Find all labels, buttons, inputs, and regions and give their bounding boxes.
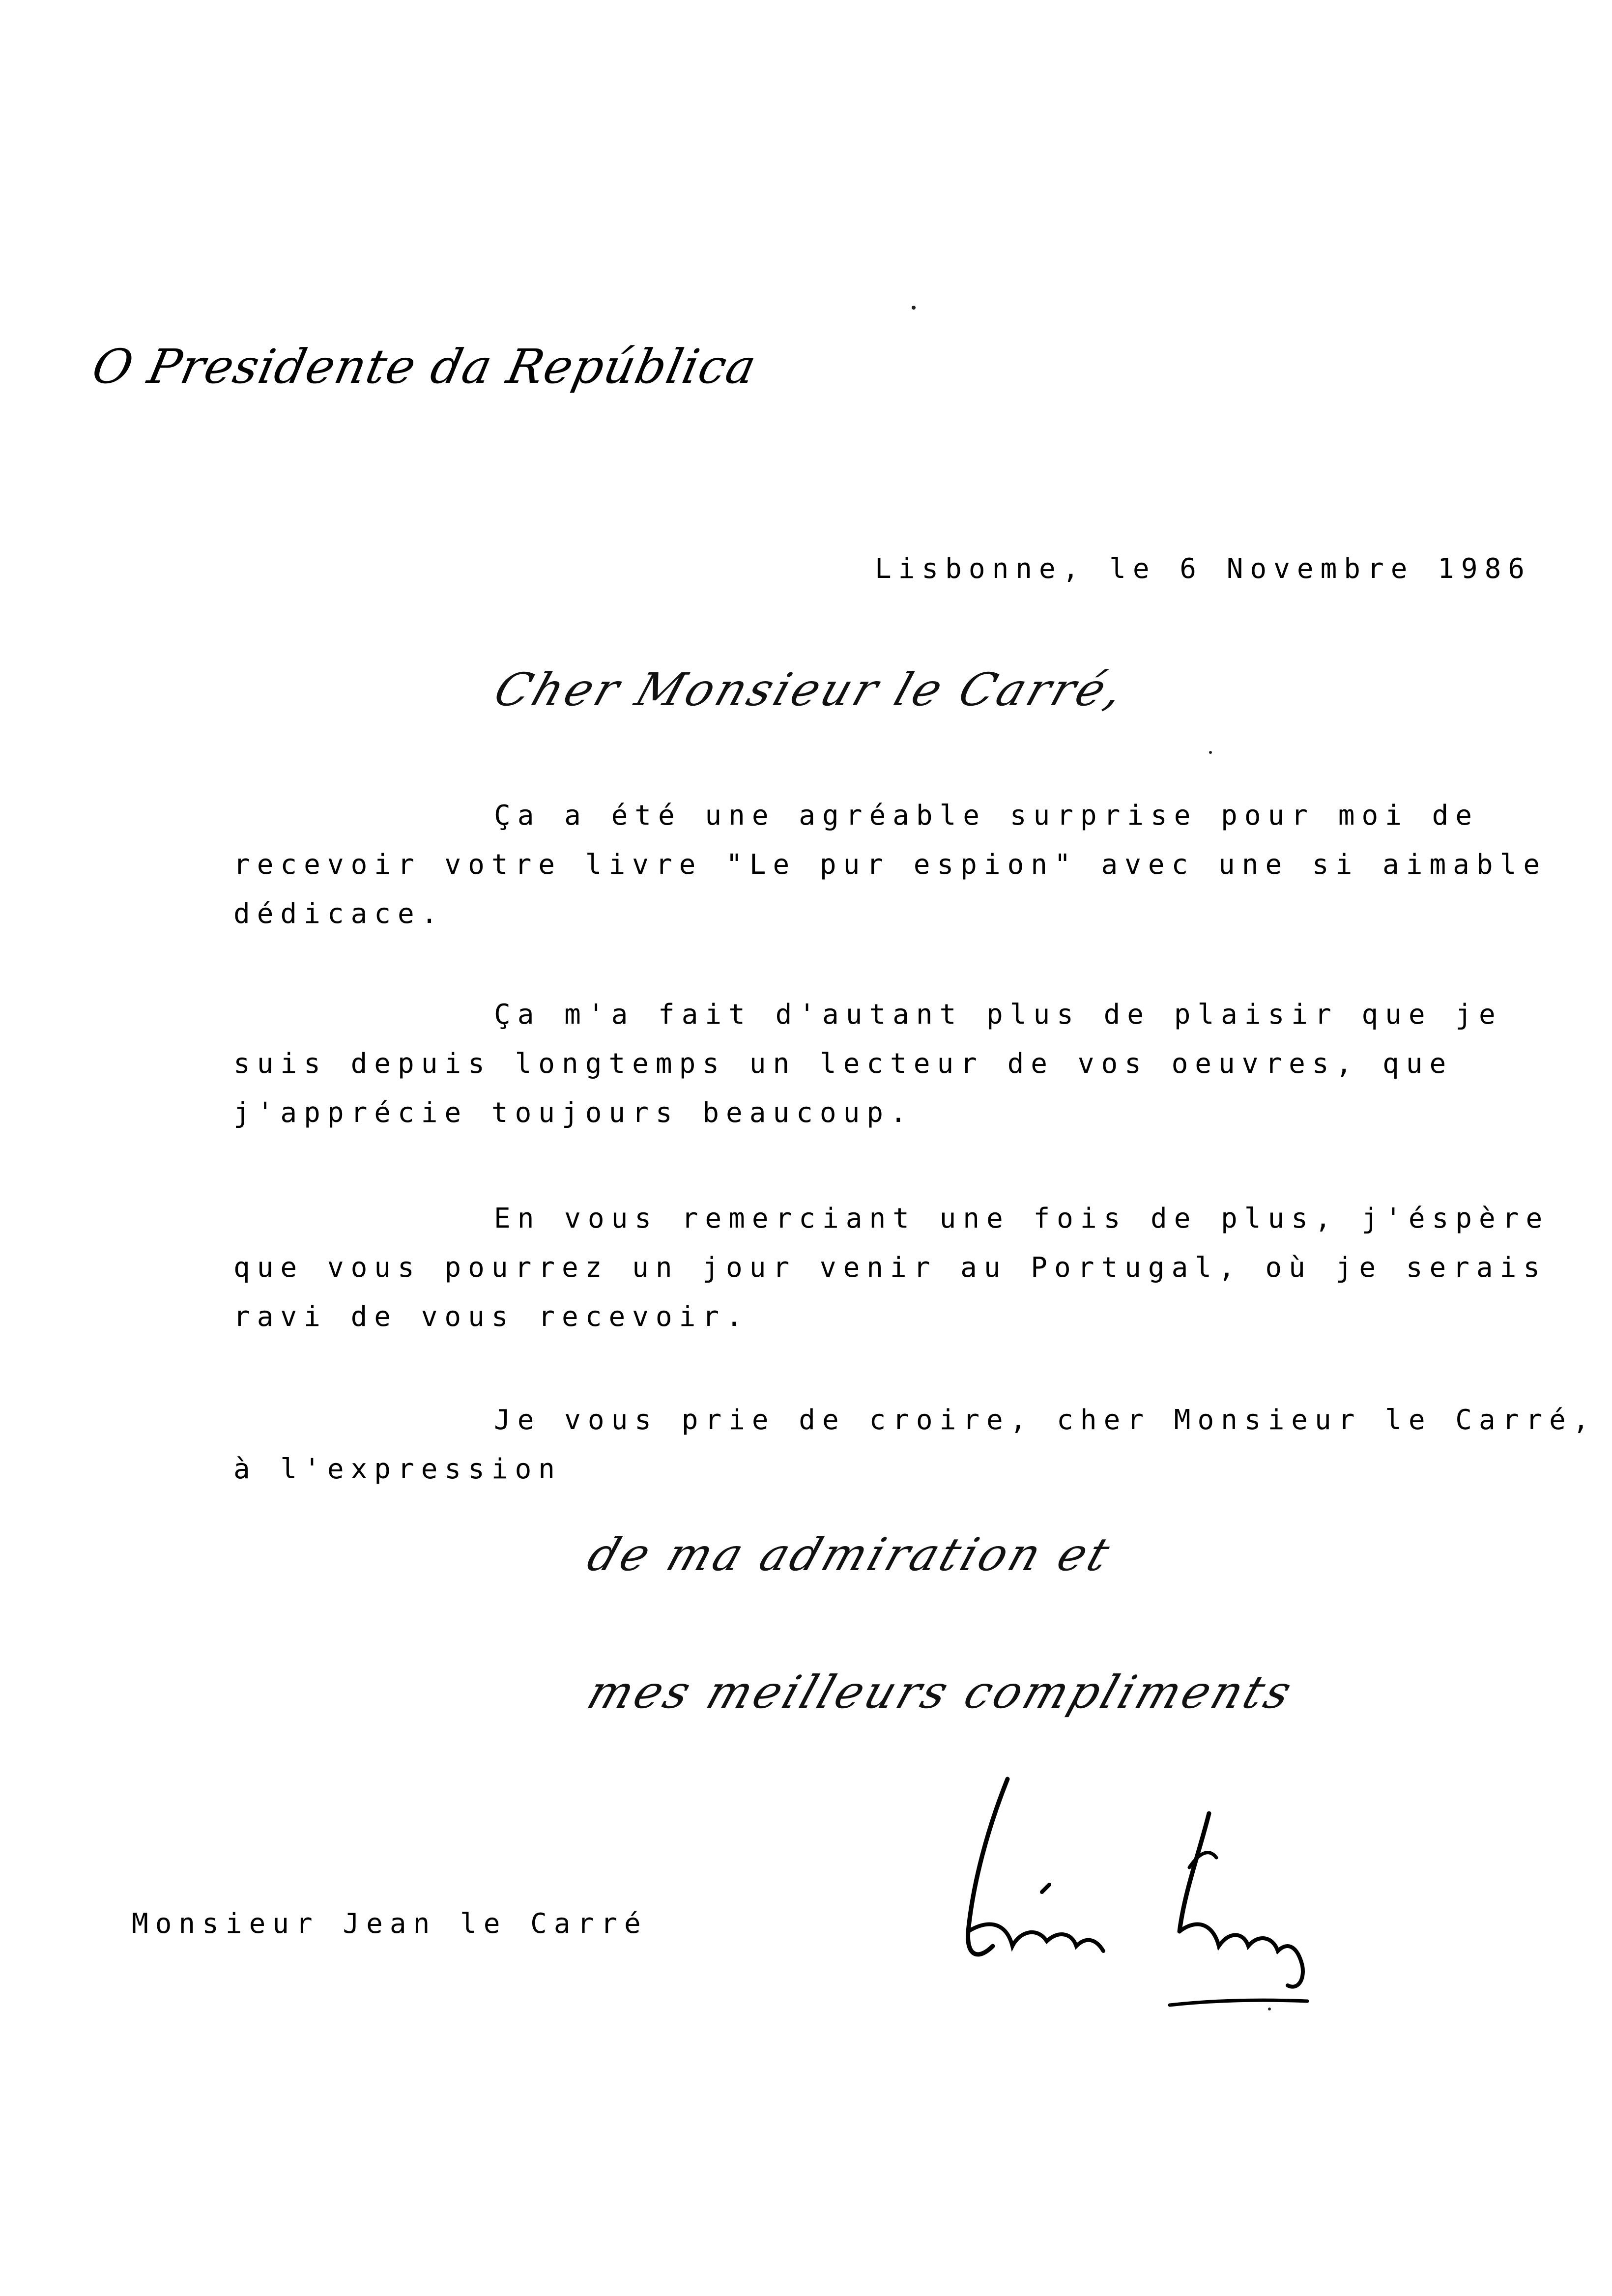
paper-speck (1268, 2008, 1271, 2010)
signature-name: Mário Soares (1133, 2022, 1137, 2023)
paper-speck (912, 306, 916, 310)
paragraph-4-line: à l'expression (233, 1453, 562, 1485)
paragraph-2-line: j'apprécie toujours beaucoup. (233, 1097, 914, 1129)
date-line: Lisbonne, le 6 Novembre 1986 (875, 553, 1532, 585)
paragraph-2-line: suis depuis longtemps un lecteur de vos oeuvres, que (233, 1048, 1453, 1080)
paragraph-3-line: ravi de vous recevoir. (233, 1301, 749, 1333)
paragraph-3-line: que vous pourrez un jour venir au Portugal, où je serais (233, 1252, 1547, 1284)
paragraph-2 (233, 990, 1502, 1138)
paragraph-3 (233, 1194, 1550, 1342)
paper-speck (1209, 751, 1212, 754)
paragraph-3-line: En vous remerciant une fois de plus, j'éspère (494, 1203, 1550, 1234)
paragraph-4 (233, 1396, 1596, 1494)
addressee: Monsieur Jean le Carré (132, 1908, 648, 1940)
salutation-handwritten: Cher Monsieur le Carré, (488, 663, 1133, 716)
paragraph-1-line: dédicace. (233, 898, 445, 930)
signature (934, 1769, 1337, 2025)
letterhead: O Presidente da República (87, 339, 762, 394)
paragraph-1-line: recevoir votre livre "Le pur espion" avec une si aimable (233, 849, 1547, 881)
closing-handwritten-line-1: de ma admiration et (581, 1528, 1119, 1581)
closing-handwritten-line-2: mes meilleurs compliments (581, 1666, 1301, 1719)
paragraph-1-line: Ça a été une agréable surprise pour moi de (494, 800, 1479, 832)
paragraph-1 (233, 791, 1547, 939)
paragraph-2-line: Ça m'a fait d'autant plus de plaisir que je (494, 999, 1502, 1031)
paragraph-4-line: Je vous prie de croire, cher Monsieur le Carré, (494, 1404, 1596, 1436)
